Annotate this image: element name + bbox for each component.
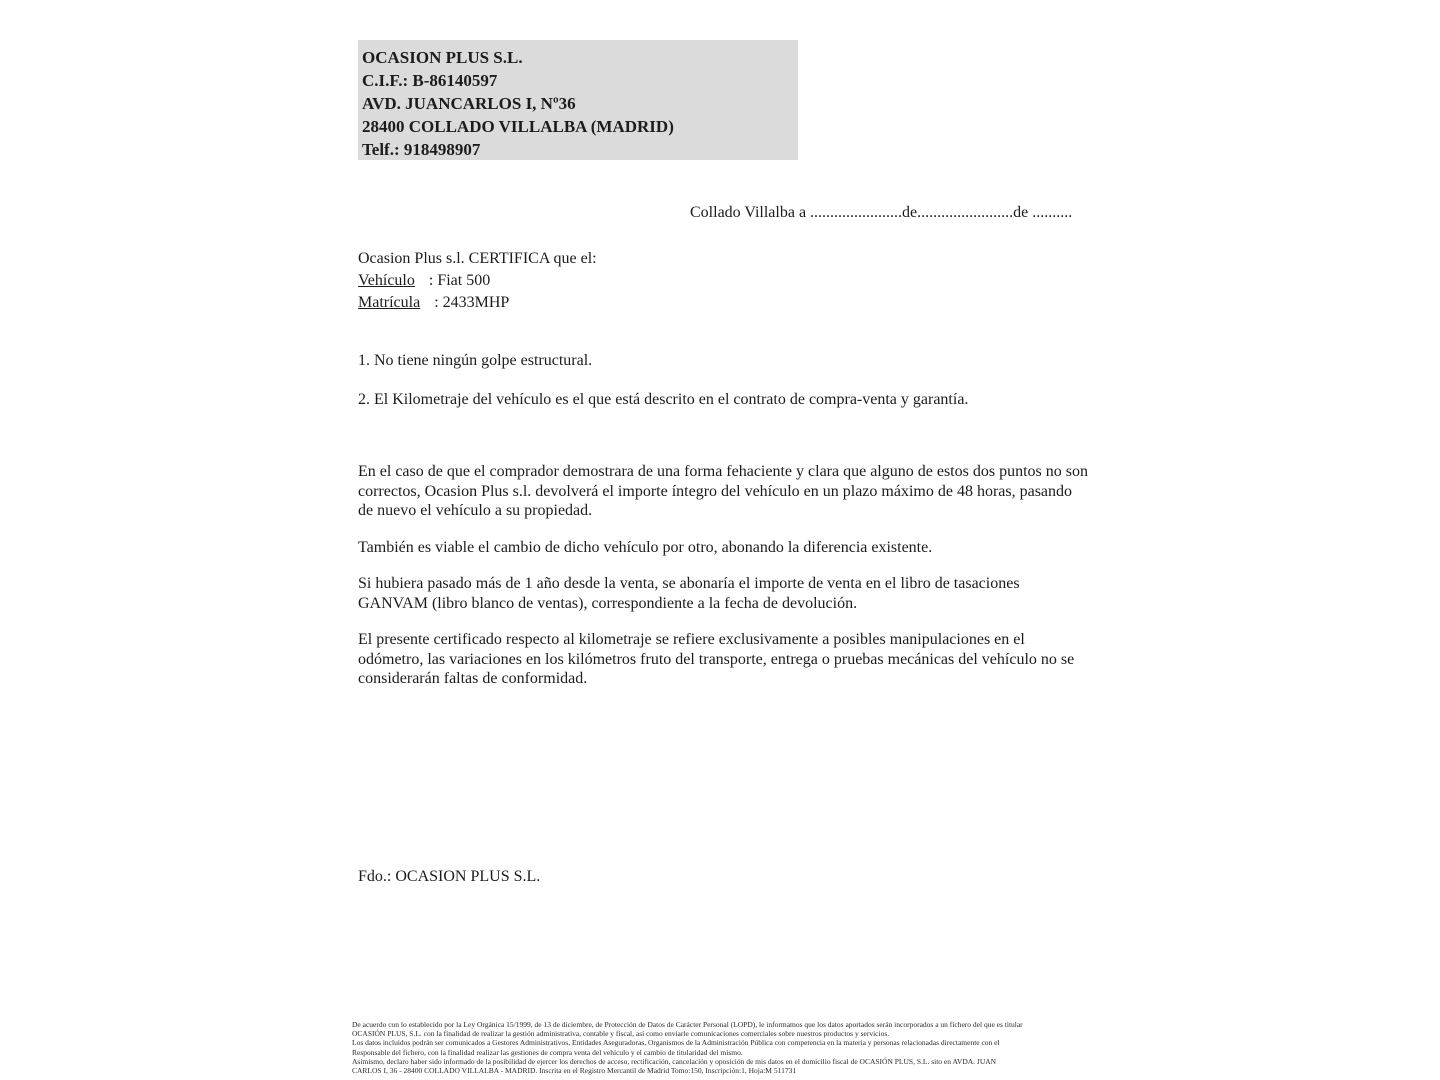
legal-line: Los datos incluidos podrán ser comunicados a Gestores Administrativos, Entidades Aseguradoras, Organismos de la Administración Pública con competencia en la materia y personas relacionadas directamente con el	[352, 1038, 1000, 1048]
vehicle-value: : Fiat 500	[428, 272, 491, 289]
plate-label: Matrícula	[358, 294, 421, 311]
vehicle-row	[358, 270, 597, 292]
date-line: Collado Villalba a .......................de........................de ..........	[690, 204, 1073, 221]
point-1: 1. No tiene ningún golpe estructural.	[358, 352, 593, 369]
paragraph-exchange: También es viable el cambio de dicho vehículo por otro, abonando la diferencia existente.	[358, 538, 933, 556]
paragraph-ganvam: Si hubiera pasado más de 1 año desde la venta, se abonaría el importe de venta en el libro de tasaciones GANVAM (libro blanco de ventas), correspondiente a la fecha de devolución.	[358, 575, 1020, 612]
plate-row	[358, 292, 597, 314]
legal-line: OCASIÓN PLUS, S.L. con la finalidad de realizar la gestión administrativa, contable y fiscal, así como enviarle comunicaciones comerciales sobre nuestros productos y servicios.	[352, 1029, 890, 1039]
certify-intro: Ocasion Plus s.l. CERTIFICA que el:	[358, 250, 597, 267]
point-2: 2. El Kilometraje del vehículo es el que está descrito en el contrato de compra-venta y garantía.	[358, 391, 969, 408]
plate-value: : 2433MHP	[434, 294, 510, 311]
company-address: AVD. JUANCARLOS I, Nº36	[362, 94, 576, 113]
certification-block	[358, 248, 597, 314]
legal-line: CARLOS I, 36 - 28400 COLLADO VILLALBA - MADRID. Inscrita en el Registro Mercantil de Madrid Tomo:150, Inscripción:1, Hoja:M 511731	[352, 1066, 797, 1076]
body-paragraphs	[358, 462, 1090, 689]
company-name: OCASION PLUS S.L.	[362, 48, 523, 67]
vehicle-label: Vehículo	[358, 272, 415, 289]
company-cif: C.I.F.: B-86140597	[362, 71, 498, 90]
legal-line: De acuerdo con lo establecido por la Ley Orgánica 15/1999, de 13 de diciembre, de Protección de Datos de Carácter Personal (LOPD), le informamos que los datos aportados serán incorporados a un fichero del que es titular	[352, 1020, 1023, 1029]
legal-fine-print	[352, 1020, 1112, 1075]
company-phone: Telf.: 918498907	[362, 140, 481, 159]
company-header-block	[358, 40, 798, 160]
company-city: 28400 COLLADO VILLALBA (MADRID)	[362, 117, 674, 136]
legal-line: Asimismo, declaro haber sido informado de la posibilidad de ejercer los derechos de acceso, rectificación, cancelación y oposición de mis datos en el domicilio fiscal de OCASIÓN PLUS, S.L. sito en AVDA. JUAN	[352, 1056, 997, 1066]
certified-points	[358, 352, 1098, 409]
signature-line: Fdo.: OCASION PLUS S.L.	[358, 868, 541, 885]
paragraph-refund: En el caso de que el comprador demostrara de una forma fehaciente y clara que alguno de estos dos puntos no son correctos, Ocasion Plus s.l. devolverá el importe íntegro del vehículo en un plazo máximo de 48 horas, pasando de nuevo el vehículo a su propiedad.	[358, 463, 1088, 519]
legal-line: Responsable del fichero, con la finalidad realizar las gestiones de compra venta del vehículo y el cambio de titularidad del mismo.	[352, 1047, 743, 1057]
paragraph-odometer: El presente certificado respecto al kilometraje se refiere exclusivamente a posibles manipulaciones en el odómetro, las variaciones en los kilómetros fruto del transporte, entrega o pruebas mecánicas del vehículo no se considerarán faltas de conformidad.	[358, 631, 1075, 687]
